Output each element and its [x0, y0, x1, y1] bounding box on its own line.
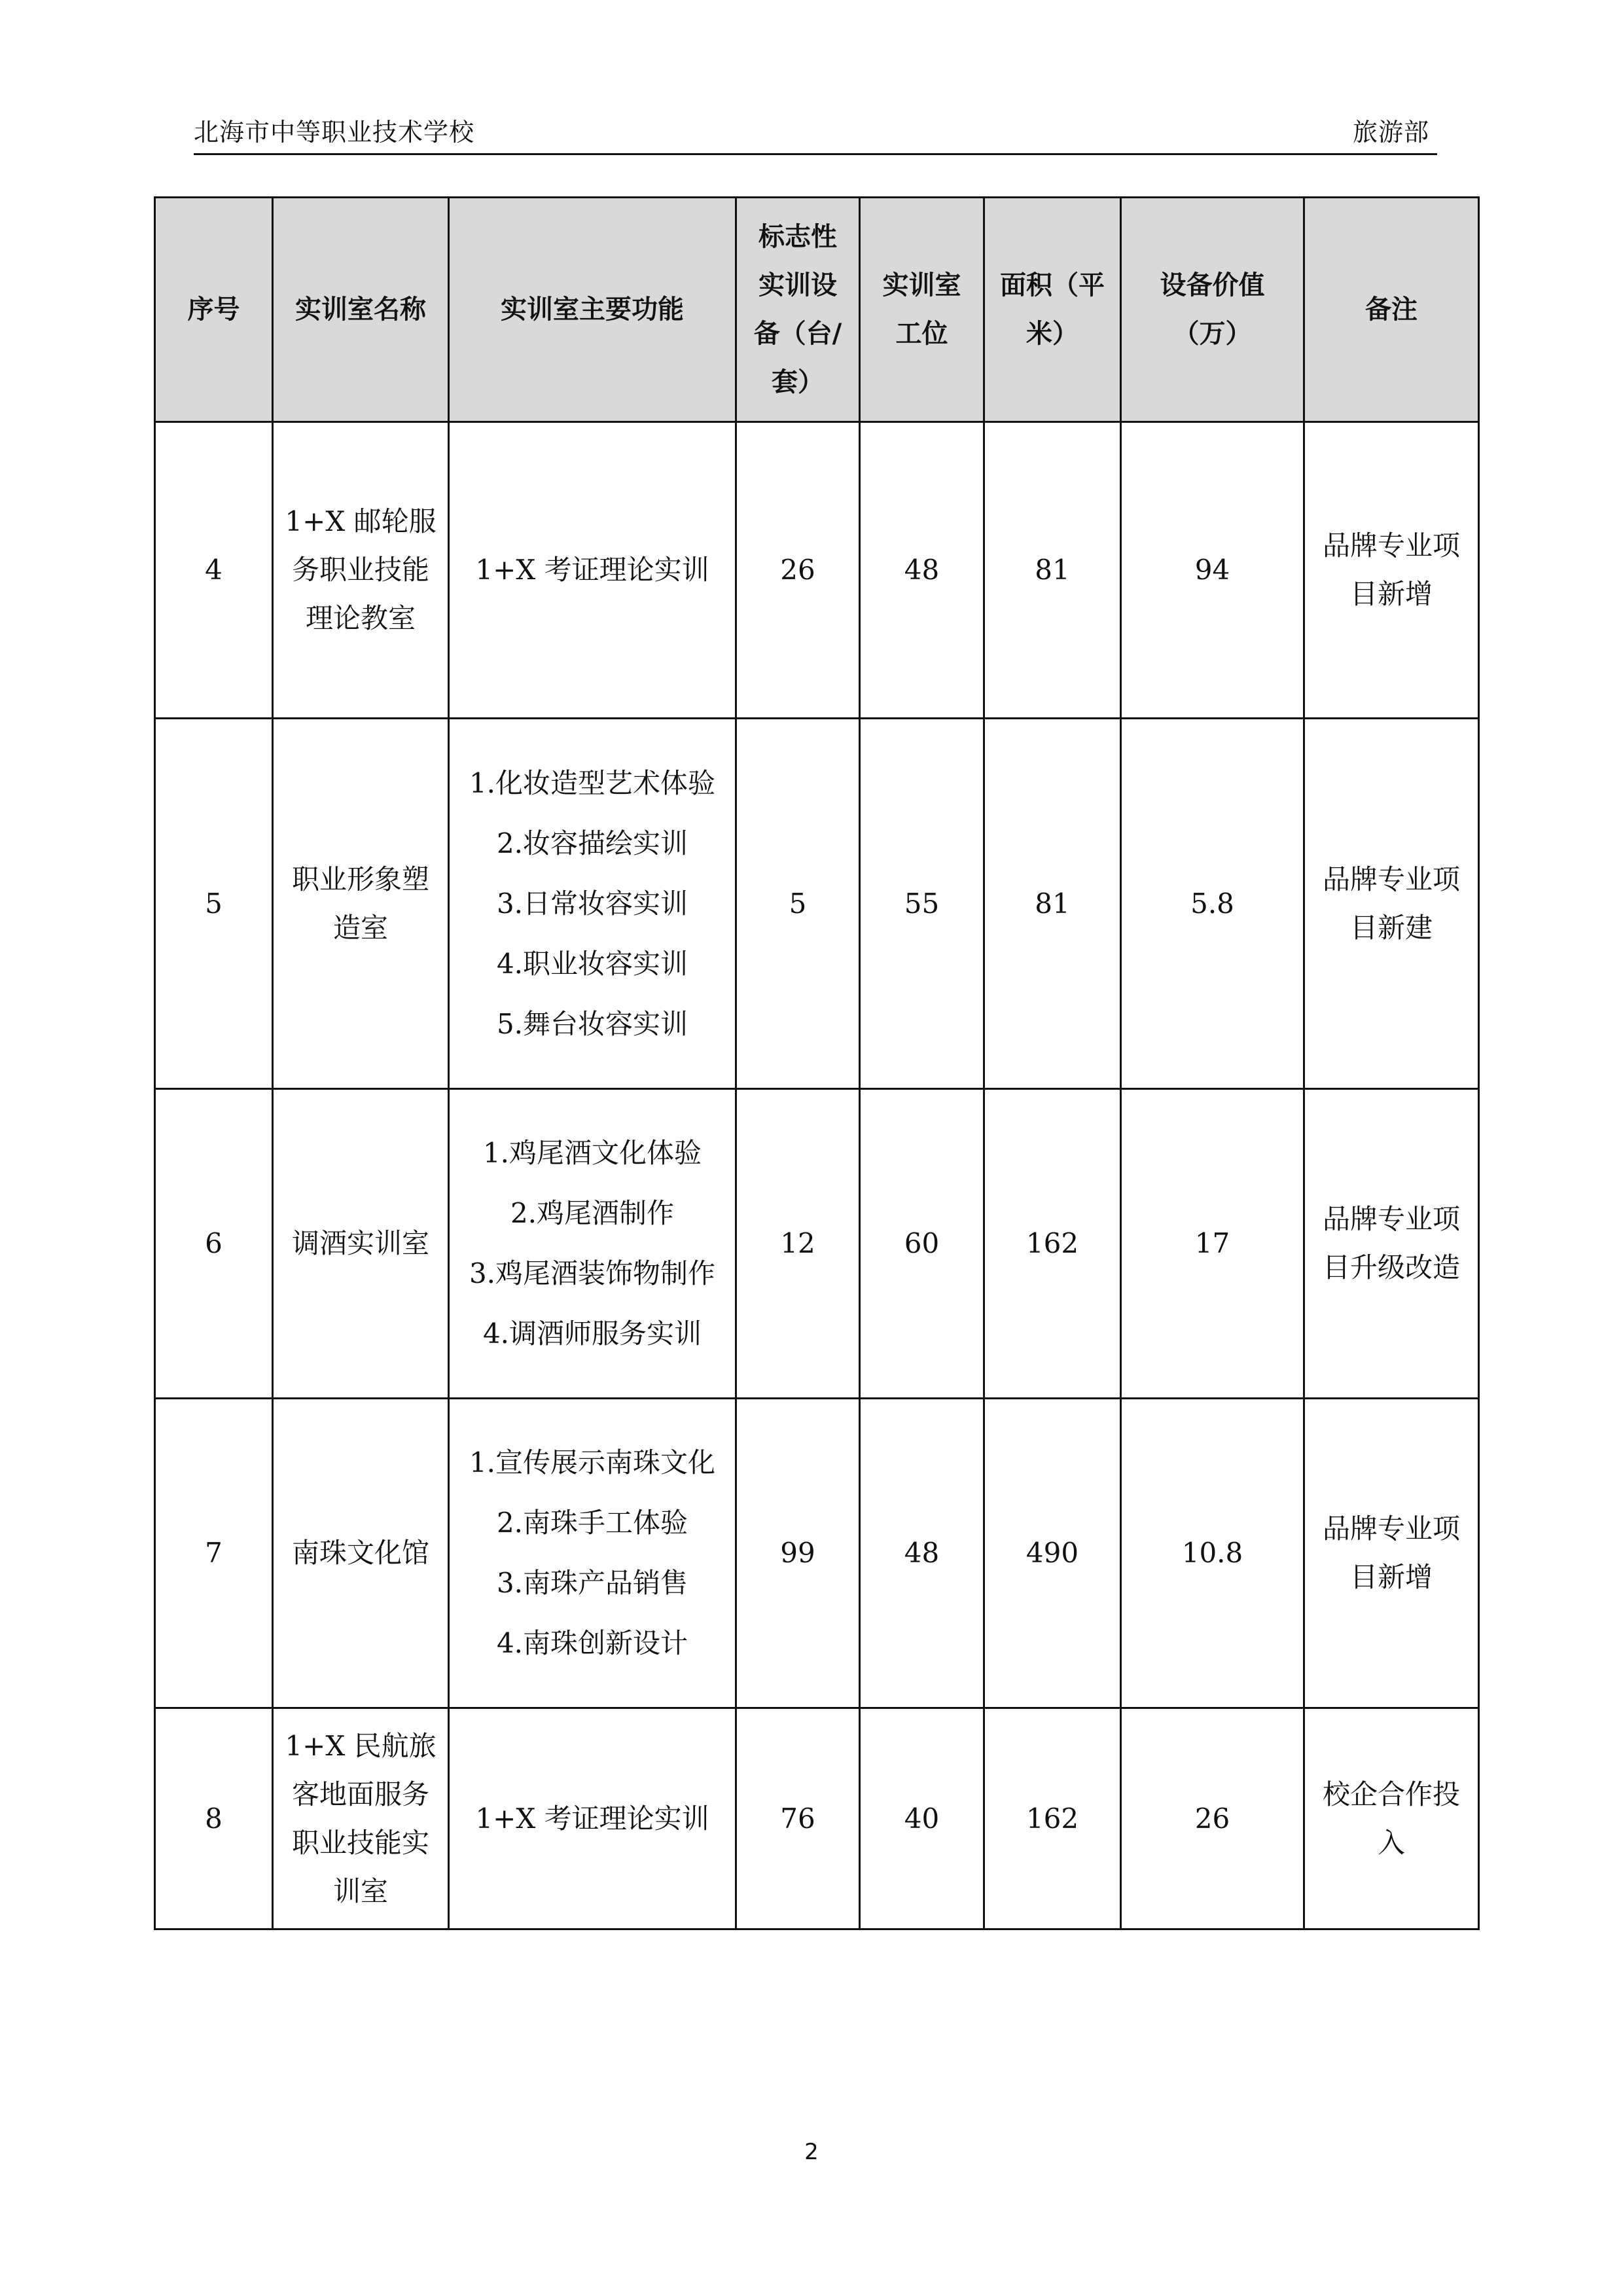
- function-item: 3.日常妆容实训: [496, 887, 688, 920]
- table-row: [155, 1089, 1479, 1399]
- cell-functions: [449, 422, 736, 719]
- cell-stations: 48: [860, 1399, 984, 1708]
- cell-no: 8: [155, 1708, 273, 1929]
- function-item: 1+X 考证理论实训: [475, 554, 709, 586]
- cell-functions: [449, 1708, 736, 1929]
- cell-functions: [449, 1089, 736, 1399]
- cell-stations: 40: [860, 1708, 984, 1929]
- function-item: 1+X 考证理论实训: [475, 1802, 709, 1835]
- cell-note: 品牌专业项目新增: [1304, 422, 1479, 719]
- cell-area: 162: [984, 1089, 1121, 1399]
- cell-note: 品牌专业项目新增: [1304, 1399, 1479, 1708]
- function-item: 1.鸡尾酒文化体验: [482, 1137, 702, 1169]
- cell-equipment: 99: [736, 1399, 860, 1708]
- cell-stations: 55: [860, 719, 984, 1089]
- cell-value: 26: [1121, 1708, 1304, 1929]
- function-item: 2.南珠手工体验: [496, 1507, 688, 1539]
- table-row: [155, 1708, 1479, 1929]
- cell-functions: [449, 1399, 736, 1708]
- function-item: 3.鸡尾酒装饰物制作: [469, 1257, 716, 1289]
- column-header-note: 备注: [1304, 198, 1479, 422]
- column-header-value: 设备价值（万）: [1121, 198, 1304, 422]
- column-header-equipment: 标志性实训设备（台/套）: [736, 198, 860, 422]
- cell-area: 490: [984, 1399, 1121, 1708]
- table-row: [155, 422, 1479, 719]
- cell-stations: 48: [860, 422, 984, 719]
- cell-name: 职业形象塑造室: [273, 719, 449, 1089]
- department-name: 旅游部: [1352, 118, 1429, 147]
- function-item: 3.南珠产品销售: [496, 1567, 688, 1599]
- cell-name: 调酒实训室: [273, 1089, 449, 1399]
- cell-stations: 60: [860, 1089, 984, 1399]
- cell-note: 品牌专业项目升级改造: [1304, 1089, 1479, 1399]
- function-item: 1.宣传展示南珠文化: [469, 1446, 716, 1479]
- cell-name: 1+X 民航旅客地面服务职业技能实训室: [273, 1708, 449, 1929]
- table-row: [155, 719, 1479, 1089]
- cell-value: 94: [1121, 422, 1304, 719]
- function-item: 1.化妆造型艺术体验: [469, 766, 716, 799]
- school-name: 北海市中等职业技术学校: [194, 118, 475, 147]
- column-header-no: 序号: [155, 198, 273, 422]
- function-item: 2.妆容描绘实训: [496, 827, 688, 859]
- function-item: 4.南珠创新设计: [496, 1627, 688, 1659]
- cell-area: 162: [984, 1708, 1121, 1929]
- cell-equipment: 5: [736, 719, 860, 1089]
- cell-area: 81: [984, 422, 1121, 719]
- cell-no: 5: [155, 719, 273, 1089]
- cell-functions: [449, 719, 736, 1089]
- cell-equipment: 26: [736, 422, 860, 719]
- training-room-table: [154, 196, 1480, 1930]
- cell-note: 校企合作投入: [1304, 1708, 1479, 1929]
- cell-equipment: 12: [736, 1089, 860, 1399]
- cell-equipment: 76: [736, 1708, 860, 1929]
- cell-name: 南珠文化馆: [273, 1399, 449, 1708]
- function-item: 5.舞台妆容实训: [496, 1007, 688, 1040]
- cell-note: 品牌专业项目新建: [1304, 719, 1479, 1089]
- cell-name: 1+X 邮轮服务职业技能理论教室: [273, 422, 449, 719]
- cell-area: 81: [984, 719, 1121, 1089]
- cell-no: 7: [155, 1399, 273, 1708]
- function-item: 4.调酒师服务实训: [482, 1318, 702, 1350]
- cell-no: 4: [155, 422, 273, 719]
- function-item: 4.职业妆容实训: [496, 947, 688, 980]
- cell-no: 6: [155, 1089, 273, 1399]
- cell-value: 5.8: [1121, 719, 1304, 1089]
- cell-value: 17: [1121, 1089, 1304, 1399]
- function-item: 2.鸡尾酒制作: [510, 1197, 675, 1229]
- column-header-functions: 实训室主要功能: [449, 198, 736, 422]
- column-header-area: 面积（平米）: [984, 198, 1121, 422]
- page-number: 2: [804, 2139, 819, 2165]
- table-row: [155, 1399, 1479, 1708]
- column-header-name: 实训室名称: [273, 198, 449, 422]
- cell-value: 10.8: [1121, 1399, 1304, 1708]
- page-header: [194, 113, 1437, 155]
- column-header-stations: 实训室工位: [860, 198, 984, 422]
- table-header-row: [155, 198, 1479, 422]
